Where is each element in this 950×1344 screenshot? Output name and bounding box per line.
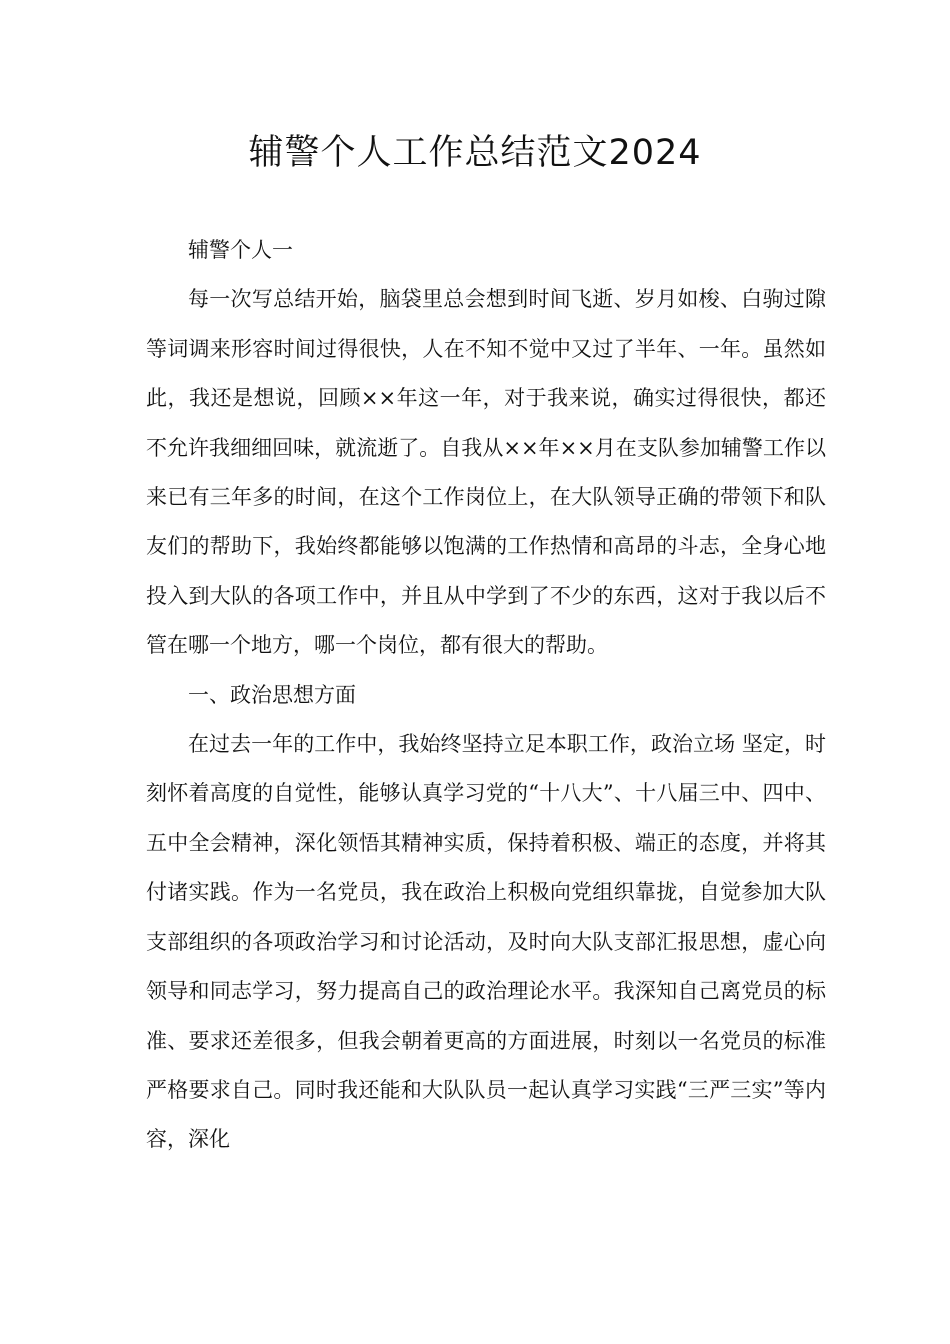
section-label: 辅警个人一 xyxy=(188,238,293,262)
paragraph-intro: 每一次写总结开始，脑袋里总会想到时间飞逝、岁月如梭、白驹过隙等词调来形容时间过得很快，人在不知不觉中又过了半年、一年。虽然如此，我还是想说，回顾××年这一年，对于我来说，确实过得很快，都还不允许我细细回味，就流逝了。自我从××年××月在支队参加辅警工作以来已有三年多的时间，在这个工作岗位上，在大队领导正确的带领下和队友们的帮助下，我始终都能够以饱满的工作热情和高昂的斗志，全身心地投入到大队的各项工作中，并且从中学到了不少的东西，这对于我以后不管在哪一个地方，哪一个岗位，都有很大的帮助。 xyxy=(146,287,826,658)
document-body xyxy=(146,226,826,1165)
section-heading-political: 一、政治思想方面 xyxy=(188,682,356,707)
document-title: 辅警个人工作总结范文2024 xyxy=(248,133,702,173)
paragraph-political: 在过去一年的工作中，我始终坚持立足本职工作，政治立场 坚定，时刻怀着高度的自觉性，能够认真学习党的“十八大”、十八届三中、四中、五中全会精神，深化领悟其精神实质，保持着积极、端正的态度，并将其付诸实践。作为一名党员，我在政治上积极向党组织靠拢，自觉参加大队支部组织的各项政治学习和讨论活动，及时向大队支部汇报思想，虚心向领导和同志学习，努力提高自己的政治理论水平。我深知自己离党员的标准、要求还差很多，但我会朝着更高的方面进展，时刻以一名党员的标准严格要求自己。同时我还能和大队队员一起认真学习实践“三严三实”等内容，深化 xyxy=(146,732,826,1152)
